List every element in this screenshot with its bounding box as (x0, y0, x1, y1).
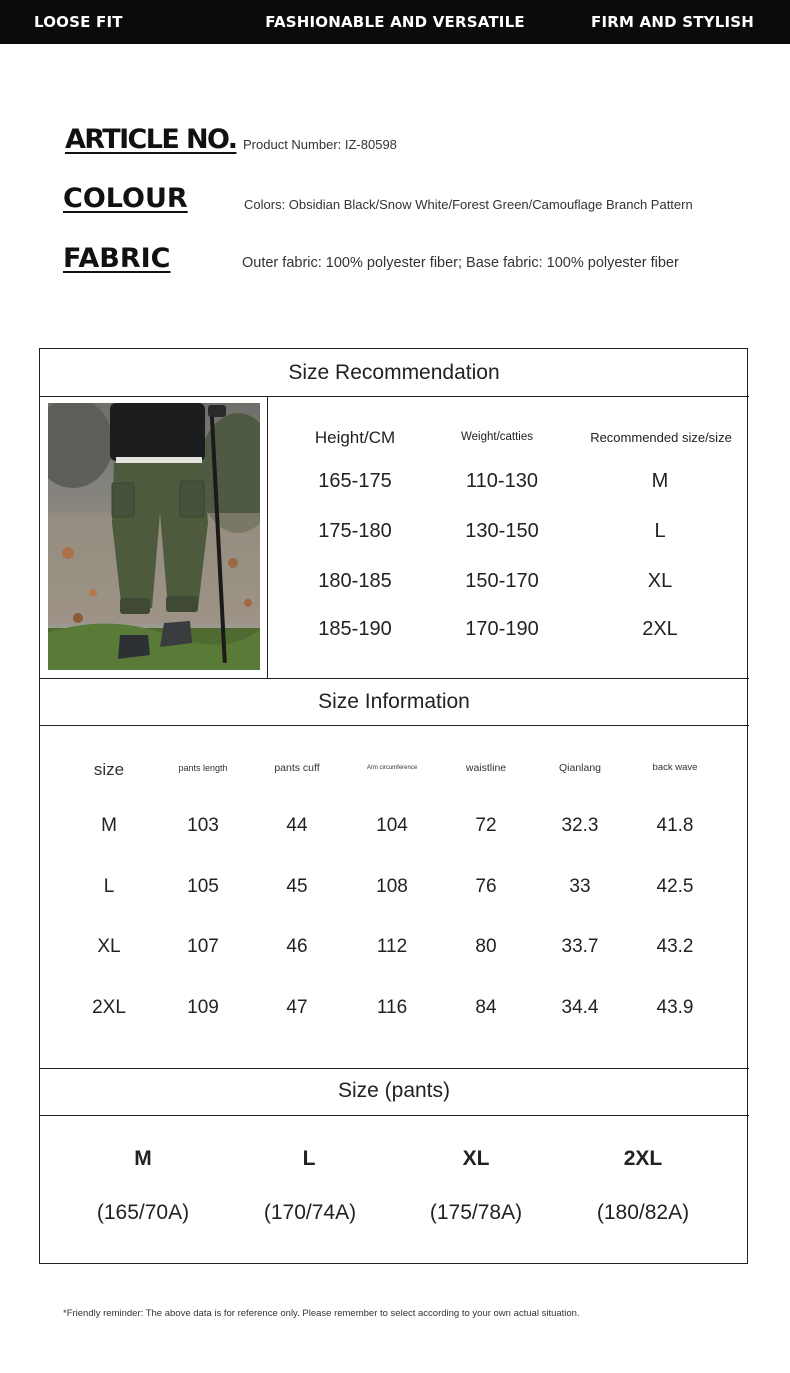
rec-header-weight: Weight/catties (460, 431, 533, 443)
info-cell: 41.8 (656, 815, 694, 836)
banner-left-text: LOOSE FIT (34, 13, 123, 31)
info-header-size: size (93, 760, 125, 779)
rec-cell: 170-190 (465, 618, 539, 640)
divider (39, 1068, 749, 1069)
rec-cell: XL (647, 570, 673, 592)
info-cell: 72 (475, 815, 497, 836)
model-wearing-pants-image (48, 403, 260, 670)
rec-cell: L (654, 520, 666, 542)
info-cell: 84 (475, 997, 497, 1018)
info-cell: 43.9 (656, 997, 694, 1018)
rec-cell: 110-130 (466, 470, 538, 492)
fabric-label: FABRIC (63, 243, 171, 274)
info-header-waistline: waistline (465, 762, 507, 774)
pants-size-label: XL (462, 1147, 490, 1170)
pants-size-code: (180/82A) (596, 1201, 690, 1224)
top-banner (0, 0, 790, 44)
info-cell: 47 (286, 997, 308, 1018)
pants-size-code: (170/74A) (263, 1201, 357, 1224)
info-cell: 112 (376, 936, 408, 957)
info-cell: 43.2 (656, 936, 694, 957)
rec-cell: 2XL (642, 618, 678, 640)
info-header-pants-cuff: pants cuff (274, 762, 320, 774)
article-value: Product Number: IZ-80598 (243, 137, 397, 152)
info-header-qianlang: Qianlang (558, 762, 602, 774)
rec-cell: 180-185 (318, 570, 392, 592)
size-information-title: Size Information (318, 690, 470, 713)
divider (267, 396, 268, 679)
rec-header-size: Recommended size/size (590, 430, 732, 445)
info-cell: 46 (286, 936, 308, 957)
info-cell: 44 (286, 815, 308, 836)
divider (39, 725, 749, 726)
divider (39, 678, 749, 679)
pants-size-code: (175/78A) (429, 1201, 523, 1224)
info-cell: L (103, 876, 115, 897)
info-cell: M (101, 815, 117, 836)
info-cell: 108 (376, 876, 408, 897)
pants-size-code: (165/70A) (96, 1201, 190, 1224)
info-cell: 33.7 (561, 936, 599, 957)
size-pants-title: Size (pants) (337, 1079, 451, 1102)
divider (39, 1115, 749, 1116)
info-cell: 32.3 (561, 815, 599, 836)
rec-cell: 175-180 (318, 520, 392, 542)
info-cell: 116 (376, 997, 408, 1018)
banner-center-text: FASHIONABLE AND VERSATILE (265, 13, 525, 31)
pants-size-label: L (302, 1147, 316, 1170)
info-cell: 105 (187, 876, 219, 897)
info-cell: 103 (187, 815, 219, 836)
info-cell: 45 (286, 876, 308, 897)
info-header-back-wave: back wave (652, 762, 698, 773)
friendly-reminder: *Friendly reminder: The above data is for reference only. Please remember to select according to your own actual situation. (63, 1308, 580, 1319)
size-recommendation-title: Size Recommendation (288, 361, 500, 384)
rec-header-height: Height/CM (314, 428, 396, 447)
rec-cell: M (651, 470, 669, 492)
divider (39, 396, 749, 397)
product-photo (48, 403, 260, 670)
info-header-pants-length: pants length (178, 763, 228, 773)
info-cell: 76 (475, 876, 497, 897)
info-cell: 33 (569, 876, 591, 897)
info-cell: 2XL (92, 997, 126, 1018)
info-cell: 34.4 (561, 997, 599, 1018)
rec-cell: 185-190 (318, 618, 392, 640)
banner-right-text: FIRM AND STYLISH (591, 13, 754, 31)
pants-size-label: 2XL (623, 1147, 663, 1170)
info-cell: 109 (187, 997, 219, 1018)
colour-label: COLOUR (63, 183, 188, 214)
info-cell: 107 (187, 936, 219, 957)
info-header-arm-circumference: Arm circumference (366, 765, 418, 771)
pants-size-label: M (134, 1147, 152, 1170)
colour-value: Colors: Obsidian Black/Snow White/Forest Green/Camouflage Branch Pattern (244, 197, 693, 212)
info-cell: XL (97, 936, 121, 957)
rec-cell: 165-175 (318, 470, 392, 492)
fabric-value: Outer fabric: 100% polyester fiber; Base fabric: 100% polyester fiber (242, 255, 679, 271)
article-label: ARTICLE NO. (65, 124, 237, 155)
info-cell: 80 (475, 936, 497, 957)
info-cell: 104 (376, 815, 408, 836)
rec-cell: 130-150 (465, 520, 539, 542)
rec-cell: 150-170 (465, 570, 539, 592)
info-cell: 42.5 (656, 876, 694, 897)
